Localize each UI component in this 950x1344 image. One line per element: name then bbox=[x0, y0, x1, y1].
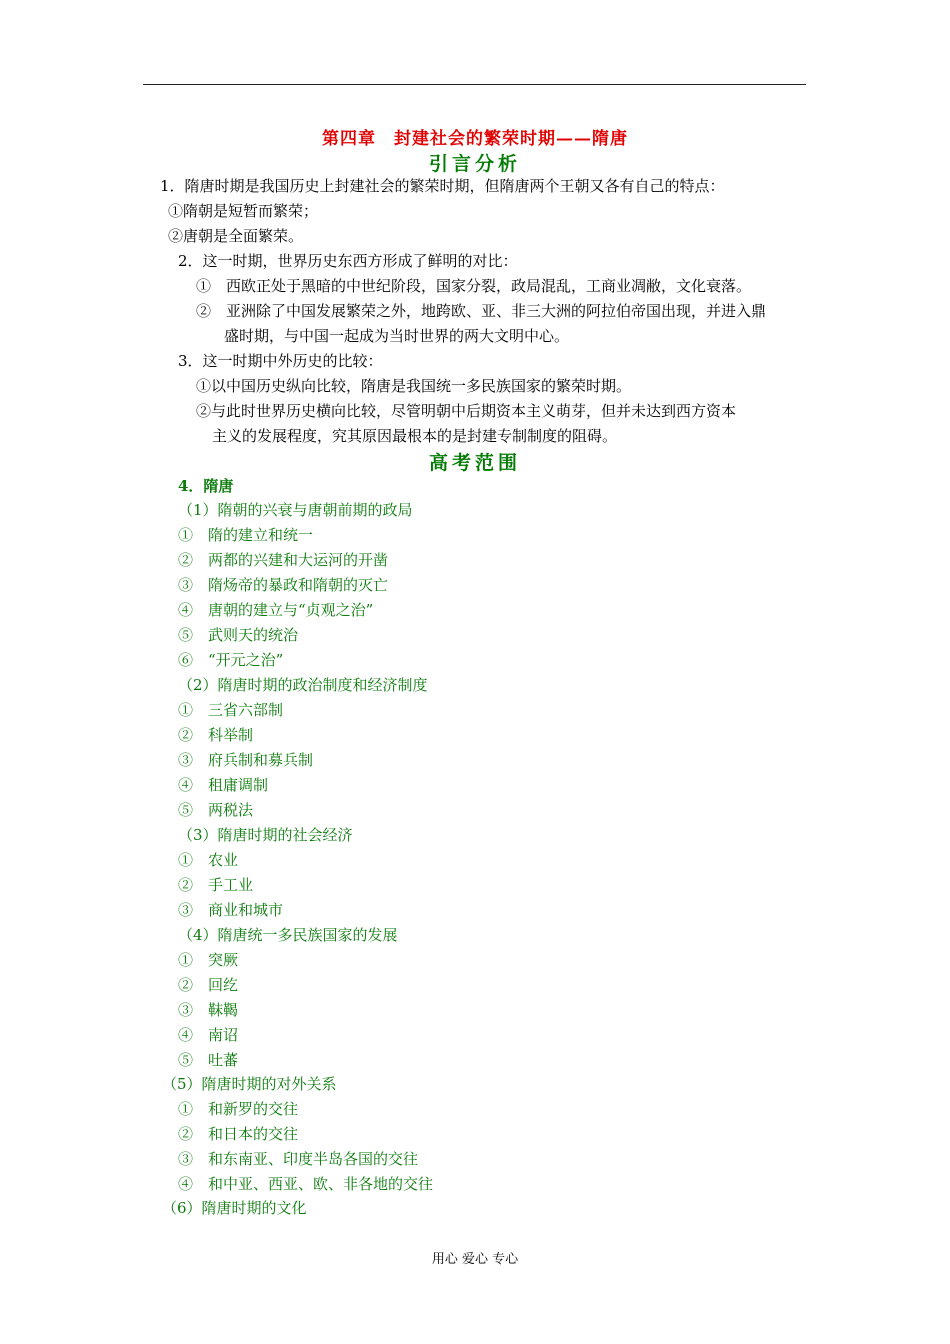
scope-line: ① 突厥 bbox=[178, 951, 239, 969]
intro-line: 2．这一时期，世界历史东西方形成了鲜明的对比： bbox=[178, 252, 518, 270]
page-footer: 用心 爱心 专心 bbox=[431, 1252, 519, 1267]
scope-line: （4）隋唐统一多民族国家的发展 bbox=[178, 926, 398, 944]
scope-heading: 4．隋唐 bbox=[178, 477, 234, 495]
intro-line: 1．隋唐时期是我国历史上封建社会的繁荣时期，但隋唐两个王朝又各有自己的特点： bbox=[160, 177, 725, 195]
scope-line: ② 回纥 bbox=[178, 976, 239, 994]
scope-line: ⑤ 两税法 bbox=[178, 801, 254, 819]
scope-line: ① 三省六部制 bbox=[178, 701, 284, 719]
intro-line: ②与此时世界历史横向比较，尽管明朝中后期资本主义萌芽，但并未达到西方资本 bbox=[196, 402, 737, 420]
scope-line: ③ 隋炀帝的暴政和隋朝的灭亡 bbox=[178, 576, 389, 594]
scope-line: ③ 和东南亚、印度半岛各国的交往 bbox=[178, 1150, 419, 1168]
scope-line: （2）隋唐时期的政治制度和经济制度 bbox=[178, 676, 428, 694]
intro-line: 主义的发展程度，究其原因最根本的是封建专制制度的阻碍。 bbox=[212, 427, 618, 445]
scope-line: ④ 唐朝的建立与“贞观之治” bbox=[178, 601, 374, 619]
intro-line: ① 西欧正处于黑暗的中世纪阶段，国家分裂，政局混乱，工商业凋敝，文化衰落。 bbox=[196, 277, 752, 295]
intro-line: 3．这一时期中外历史的比较： bbox=[178, 352, 383, 370]
scope-line: ④ 南诏 bbox=[178, 1026, 239, 1044]
intro-line: 盛时期，与中国一起成为当时世界的两大文明中心。 bbox=[224, 327, 570, 345]
scope-line: ③ 府兵制和募兵制 bbox=[178, 751, 314, 769]
scope-line: ③ 靺鞨 bbox=[178, 1001, 239, 1019]
header-rule bbox=[143, 84, 806, 85]
scope-line: ⑤ 吐蕃 bbox=[178, 1051, 239, 1069]
scope-line: ④ 和中亚、西亚、欧、非各地的交往 bbox=[178, 1175, 434, 1193]
section-title-intro: 引言分析 bbox=[428, 153, 521, 175]
scope-line: ⑤ 武则天的统治 bbox=[178, 626, 299, 644]
scope-line: （3）隋唐时期的社会经济 bbox=[178, 826, 353, 844]
scope-line: （5）隋唐时期的对外关系 bbox=[162, 1075, 337, 1093]
scope-line: ③ 商业和城市 bbox=[178, 901, 284, 919]
scope-line: （6）隋唐时期的文化 bbox=[162, 1199, 307, 1217]
scope-line: ② 和日本的交往 bbox=[178, 1125, 299, 1143]
scope-line: （1）隋朝的兴衰与唐朝前期的政局 bbox=[178, 501, 413, 519]
scope-line: ① 隋的建立和统一 bbox=[178, 526, 314, 544]
scope-line: ② 两都的兴建和大运河的开凿 bbox=[178, 551, 389, 569]
scope-line: ⑥ “开元之治” bbox=[178, 651, 284, 669]
intro-line: ②唐朝是全面繁荣。 bbox=[168, 227, 304, 245]
intro-line: ①隋朝是短暂而繁荣； bbox=[168, 202, 319, 220]
scope-line: ② 科举制 bbox=[178, 726, 254, 744]
intro-line: ①以中国历史纵向比较，隋唐是我国统一多民族国家的繁荣时期。 bbox=[196, 377, 632, 395]
scope-line: ② 手工业 bbox=[178, 876, 254, 894]
scope-line: ① 农业 bbox=[178, 851, 239, 869]
chapter-title: 第四章 封建社会的繁荣时期——隋唐 bbox=[322, 129, 628, 149]
scope-line: ① 和新罗的交往 bbox=[178, 1100, 299, 1118]
intro-line: ② 亚洲除了中国发展繁荣之外，地跨欧、亚、非三大洲的阿拉伯帝国出现，并进入鼎 bbox=[196, 302, 767, 320]
scope-line: ④ 租庸调制 bbox=[178, 776, 269, 794]
section-title-scope: 高考范围 bbox=[428, 452, 521, 474]
